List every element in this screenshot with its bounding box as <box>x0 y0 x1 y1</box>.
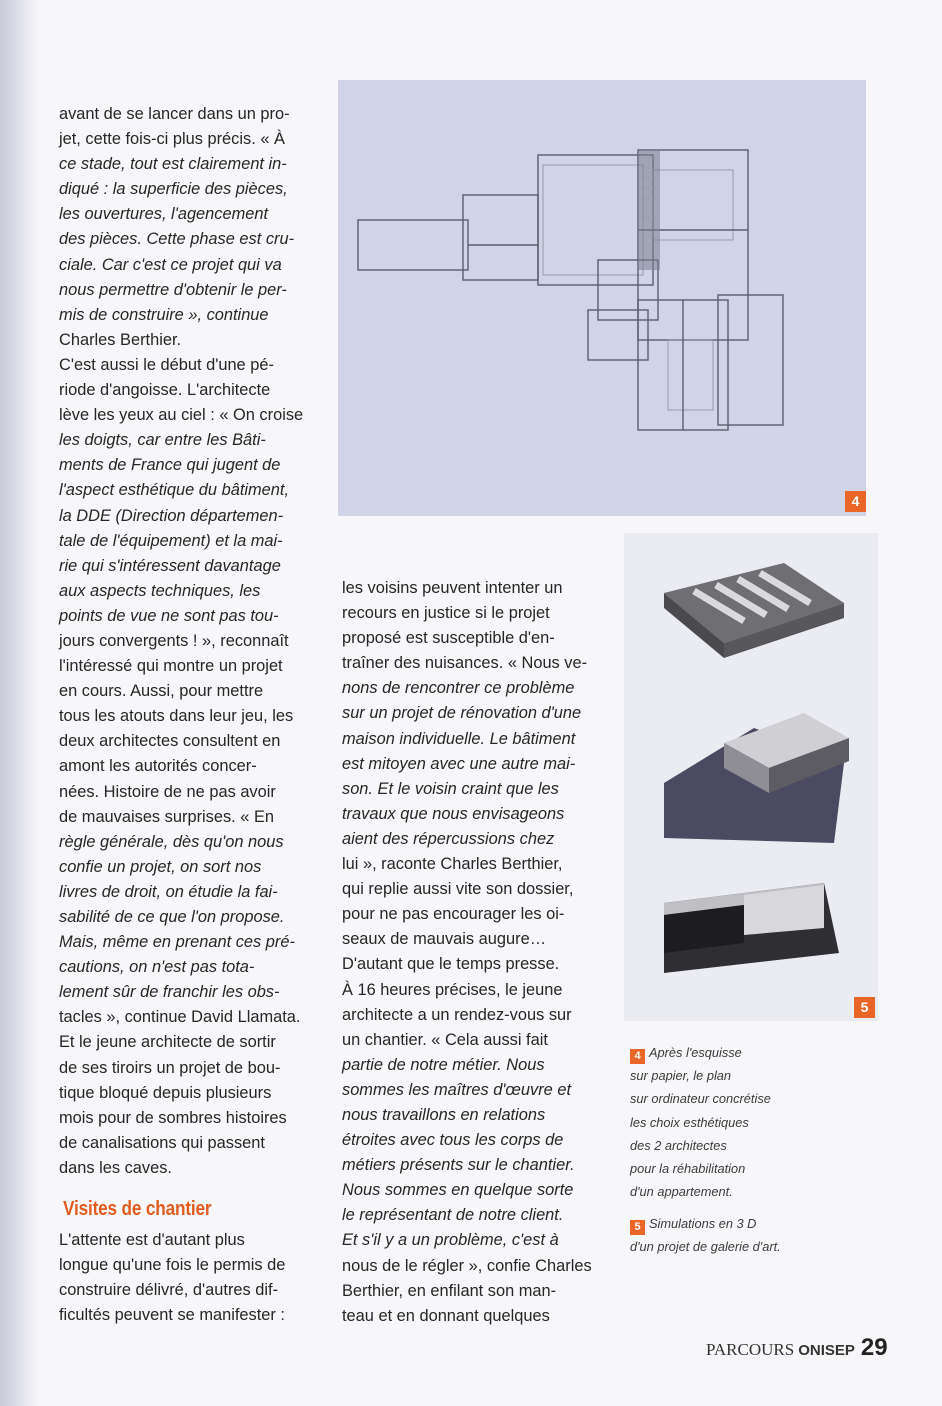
col1-line: de mauvaises surprises. « En <box>59 807 274 826</box>
col3-line: Nous sommes en quelque sorte <box>342 1181 574 1200</box>
article-column-1 <box>59 102 307 1181</box>
col3-line: pour ne pas encourager les oi- <box>342 905 565 924</box>
caption-4-number: 4 <box>630 1049 645 1064</box>
col1-line: nées. Histoire de ne pas avoir <box>59 782 276 801</box>
col1-line: l'intéressé qui montre un projet <box>59 657 283 676</box>
article-column-1-continued <box>59 1228 313 1328</box>
col3-line: nous travaillons en relations <box>342 1105 546 1124</box>
col1-line: Mais, même en prenant ces pré- <box>59 933 295 952</box>
col1-line: mis de construire », continue <box>59 305 269 324</box>
col3-line: architecte a un rendez-vous sur <box>342 1005 572 1024</box>
col1-line: de ses tiroirs un projet de bou- <box>59 1058 281 1077</box>
col1-line: Charles Berthier. <box>59 330 182 349</box>
col1-line: tale de l'équipement) et la mai- <box>59 531 283 550</box>
col1-line: ce stade, tout est clairement in- <box>59 155 287 174</box>
col3-line: nons de rencontrer ce problème <box>342 679 575 698</box>
caption-5-number: 5 <box>630 1220 645 1235</box>
col1-line: jet, cette fois-ci plus précis. « À <box>59 130 285 149</box>
floor-plan-figure <box>338 80 866 516</box>
col3-line: maison individuelle. Le bâtiment <box>342 729 576 748</box>
caption-line: sur papier, le plan <box>630 1068 732 1084</box>
col1-line: livres de droit, on étudie la fai- <box>59 882 278 901</box>
col1-line: confie un projet, on sort nos <box>59 857 262 876</box>
caption-figure-5 <box>630 1212 830 1258</box>
caption-line: sur ordinateur concrétise <box>630 1091 771 1107</box>
col1-line: tacles », continue David Llamata. <box>59 1008 301 1027</box>
3d-renderings <box>624 533 878 1021</box>
3d-simulations-figure <box>624 533 878 1021</box>
render-facade <box>664 883 839 973</box>
col1-line: cautions, on n'est pas tota- <box>59 958 255 977</box>
col3-line: proposé est susceptible d'en- <box>342 629 555 648</box>
col1-line: Et le jeune architecte de sortir <box>59 1033 276 1052</box>
col3-line: teau et en donnant quelques <box>342 1306 550 1325</box>
col1-line: règle générale, dès qu'on nous <box>59 832 284 851</box>
caption-line: les choix esthétiques <box>630 1114 749 1130</box>
col3-line: travaux que nous envisageons <box>342 804 565 823</box>
caption-figure-4 <box>630 1041 830 1203</box>
col1-line: mois pour de sombres histoires <box>59 1108 287 1127</box>
col3-line: recours en justice si le projet <box>342 604 550 623</box>
caption-line: Après l'esquisse <box>649 1045 742 1060</box>
caption-line: Simulations en 3 D <box>649 1216 757 1231</box>
col3-line: aient des répercussions chez <box>342 829 555 848</box>
article-column-2 <box>342 576 598 1329</box>
render-terrain <box>664 713 849 843</box>
col3-line: seaux de mauvais augure… <box>342 930 547 949</box>
figure-4-number: 4 <box>845 491 866 512</box>
col3-line: Berthier, en enfilant son man- <box>342 1281 557 1300</box>
floor-plan-drawing <box>338 80 866 516</box>
col3-line: lui », raconte Charles Berthier, <box>342 855 563 874</box>
col1-line: ments de France qui jugent de <box>59 456 281 475</box>
col3-line: est mitoyen avec une autre mai- <box>342 754 576 773</box>
section-subheading: Visites de chantier <box>63 1198 212 1220</box>
col1-line: nous permettre d'obtenir le per- <box>59 280 287 299</box>
col3-line: qui replie aussi vite son dossier, <box>342 880 574 899</box>
col1-line: les doigts, car entre les Bâti- <box>59 431 266 450</box>
caption-line: d'un projet de galerie d'art. <box>630 1239 781 1255</box>
col1-line: points de vue ne sont pas tou- <box>59 606 279 625</box>
render-roof <box>664 563 844 658</box>
figure-5-number: 5 <box>854 997 875 1018</box>
col1-line: deux architectes consultent en <box>59 732 281 751</box>
col1-line: aux aspects techniques, les <box>59 581 261 600</box>
col1-line: les ouvertures, l'agencement <box>59 205 269 224</box>
col3-line: traîner des nuisances. « Nous ve- <box>342 654 588 673</box>
col1-line: C'est aussi le début d'une pé- <box>59 355 274 374</box>
col3-line: Et s'il y a un problème, c'est à <box>342 1231 559 1250</box>
col1-line: sabilité de ce que l'on propose. <box>59 908 285 926</box>
footer-publisher: ONISEP <box>798 1342 855 1359</box>
col3-line: À 16 heures précises, le jeune <box>342 980 563 999</box>
col1-line: jours convergents ! », reconnaît <box>59 631 289 650</box>
col3-line: le représentant de notre client. <box>342 1206 564 1225</box>
caption-line: pour la réhabilitation <box>630 1161 746 1177</box>
caption-line: d'un appartement. <box>630 1184 733 1200</box>
col1-line: riode d'angoisse. L'architecte <box>59 381 271 400</box>
col1-line: amont les autorités concer- <box>59 757 257 776</box>
col1-line: tous les atouts dans leur jeu, les <box>59 707 294 726</box>
caption-line: des 2 architectes <box>630 1137 727 1153</box>
col3-line: les voisins peuvent intenter un <box>342 579 563 597</box>
col3-line: nous de le régler », confie Charles <box>342 1256 592 1275</box>
col3-line: sommes les maîtres d'œuvre et <box>342 1080 572 1099</box>
col1-line: l'aspect esthétique du bâtiment, <box>59 481 290 500</box>
col3-line: son. Et le voisin craint que les <box>342 779 559 798</box>
col2-line: construire délivré, d'autres dif- <box>59 1281 279 1300</box>
col3-line: un chantier. « Cela aussi fait <box>342 1030 548 1049</box>
col1-line: en cours. Aussi, pour mettre <box>59 682 264 701</box>
col1-line: de canalisations qui passent <box>59 1133 265 1152</box>
col1-line: avant de se lancer dans un pro- <box>59 105 290 123</box>
col1-line: ciale. Car c'est ce projet qui va <box>59 255 282 274</box>
col1-line: lève les yeux au ciel : « On croise <box>59 406 304 425</box>
col3-line: métiers présents sur le chantier. <box>342 1156 575 1175</box>
page-spine-shadow <box>0 0 38 1406</box>
col1-line: tique bloqué depuis plusieurs <box>59 1083 272 1102</box>
col3-line: étroites avec tous les corps de <box>342 1131 564 1150</box>
col2-line: longue qu'une fois le permis de <box>59 1256 286 1275</box>
col1-line: lement sûr de franchir les obs- <box>59 983 280 1002</box>
col2-line: ficultés peuvent se manifester : <box>59 1306 285 1325</box>
col1-line: diqué : la superficie des pièces, <box>59 180 288 199</box>
col1-line: des pièces. Cette phase est cru- <box>59 230 295 249</box>
page-footer <box>706 1334 888 1362</box>
col1-line: rie qui s'intéressent davantage <box>59 556 281 575</box>
col3-line: partie de notre métier. Nous <box>342 1055 545 1074</box>
footer-brand: PARCOURS <box>706 1340 795 1359</box>
col1-line: dans les caves. <box>59 1158 172 1177</box>
page-number: 29 <box>860 1334 888 1361</box>
col1-line: la DDE (Direction départemen- <box>59 506 284 525</box>
col2-line: L'attente est d'autant plus <box>59 1231 245 1249</box>
col3-line: sur un projet de rénovation d'une <box>342 704 582 723</box>
col3-line: D'autant que le temps presse. <box>342 955 560 974</box>
